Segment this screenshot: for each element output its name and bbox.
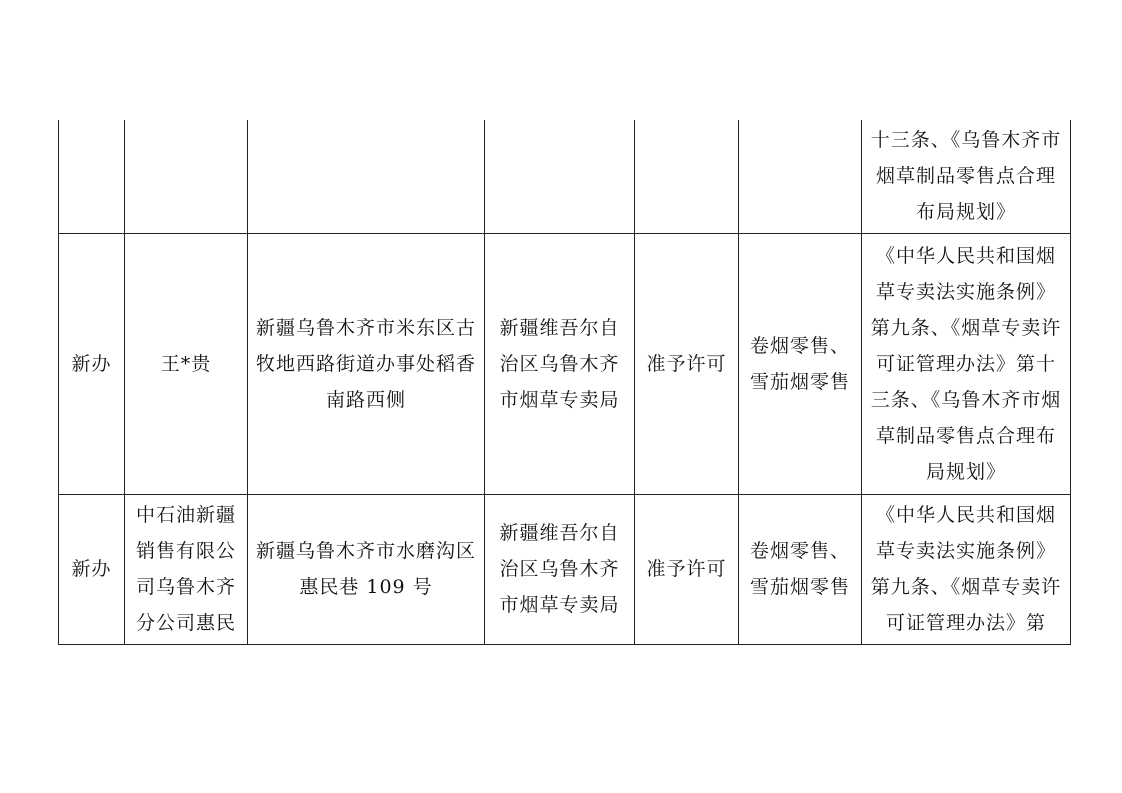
license-type-cell	[59, 120, 125, 233]
address-cell: 新疆乌鲁木齐市水磨沟区惠民巷 109 号	[248, 494, 485, 644]
license-type-cell: 新办	[59, 233, 125, 494]
legal-basis-cell: 《中华人民共和国烟草专卖法实施条例》第九条、《烟草专卖许可证管理办法》第	[862, 494, 1071, 644]
decision-cell: 准予许可	[635, 233, 739, 494]
license-table	[58, 120, 1071, 645]
table-row	[59, 233, 1071, 494]
legal-basis-cell: 十三条、《乌鲁木齐市烟草制品零售点合理布局规划》	[862, 120, 1071, 233]
applicant-name-cell: 中石油新疆销售有限公司乌鲁木齐分公司惠民	[125, 494, 248, 644]
license-type-cell: 新办	[59, 494, 125, 644]
authority-cell: 新疆维吾尔自治区乌鲁木齐市烟草专卖局	[485, 494, 635, 644]
decision-cell: 准予许可	[635, 494, 739, 644]
business-scope-cell	[739, 120, 862, 233]
business-scope-cell: 卷烟零售、雪茄烟零售	[739, 494, 862, 644]
table-row	[59, 120, 1071, 233]
authority-cell	[485, 120, 635, 233]
table-row	[59, 494, 1071, 644]
address-cell: 新疆乌鲁木齐市米东区古牧地西路街道办事处稻香南路西侧	[248, 233, 485, 494]
applicant-name-cell	[125, 120, 248, 233]
decision-cell	[635, 120, 739, 233]
business-scope-cell: 卷烟零售、雪茄烟零售	[739, 233, 862, 494]
authority-cell: 新疆维吾尔自治区乌鲁木齐市烟草专卖局	[485, 233, 635, 494]
applicant-name-cell: 王*贵	[125, 233, 248, 494]
legal-basis-cell: 《中华人民共和国烟草专卖法实施条例》第九条、《烟草专卖许可证管理办法》第十三条、《乌鲁木齐市烟草制品零售点合理布局规划》	[862, 233, 1071, 494]
address-cell	[248, 120, 485, 233]
